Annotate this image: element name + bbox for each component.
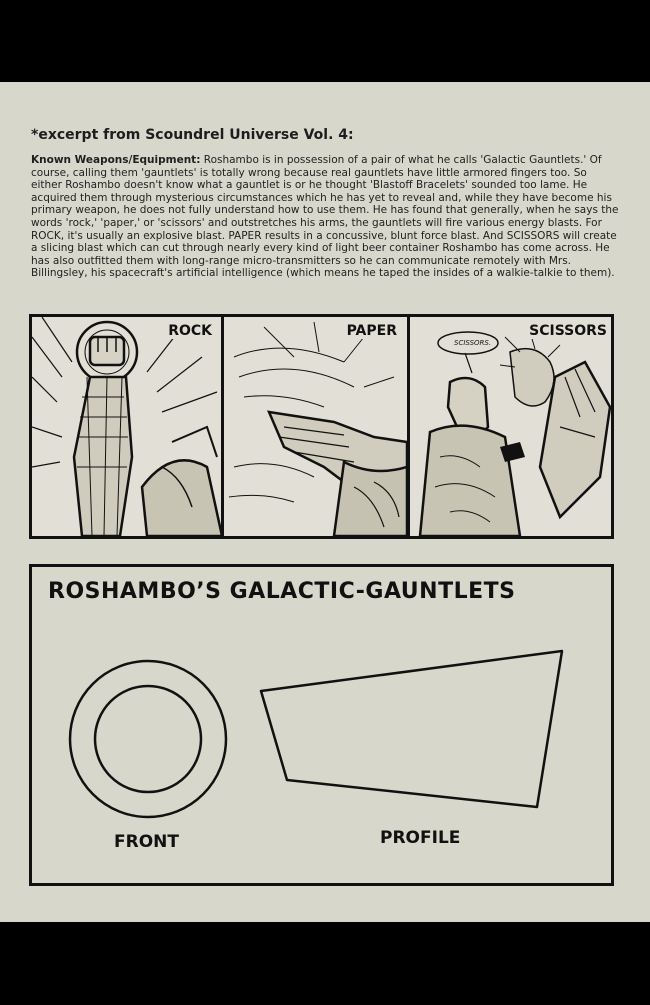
rock-illustration: [32, 317, 222, 536]
excerpt-text: Roshambo is in possession of a pair of what he calls 'Galactic Gauntlets.' Of course, calling them 'gauntlets' is totally wrong because real gauntlets have little armored fingers too. So either Roshambo doesn't know what a gauntlet is or he thought 'Blastoff Bracelets' sounded too lame. He acquired them through mysterious circumstances which he has yet to reveal and, while they have become his primary weapon, he does not fully understand how to use them. He has found that generally, when he says the words 'rock,' 'paper,' or 'scissors' and outstretches his arms, the gauntlets will fire various energy blasts. For ROCK, it's usually an explosive blast. PAPER results in a concussive, blunt force blast. And SCISSORS will create a slicing blast which can cut through nearly every kind of light beer container Roshambo has come across. He has also outfitted them with long-range micro-transmitters so he can communicate remotely with Mrs. Billingsley, his spacecraft's artificial intelligence (which means he taped the insides of a walkie-talkie to them).: [31, 154, 619, 280]
panel-rock: [32, 317, 222, 536]
excerpt-label: Known Weapons/Equipment:: [31, 154, 201, 166]
speech-bubble-text: SCISSORS.: [454, 339, 492, 347]
excerpt-body: [31, 154, 621, 280]
gauntlet-diagram: [29, 564, 614, 886]
front-inner-ring: [95, 686, 201, 792]
profile-shape: [261, 651, 562, 807]
panel-rock-label: ROCK: [168, 323, 212, 339]
panel-paper-label: PAPER: [346, 323, 397, 339]
panel-scissors: [410, 317, 614, 536]
panel-paper: [224, 317, 407, 536]
scissors-illustration: [410, 317, 614, 536]
comic-strip: [29, 314, 614, 539]
profile-label: PROFILE: [380, 828, 461, 848]
front-outer-ring: [70, 661, 226, 817]
diagram-title: ROSHAMBO’S GALACTIC-GAUNTLETS: [48, 579, 516, 604]
front-label: FRONT: [114, 832, 179, 852]
paper-illustration: [224, 317, 407, 536]
panel-scissors-label: SCISSORS: [529, 323, 607, 339]
comic-page: [0, 82, 650, 922]
excerpt-heading: *excerpt from Scoundrel Universe Vol. 4:: [31, 127, 354, 143]
